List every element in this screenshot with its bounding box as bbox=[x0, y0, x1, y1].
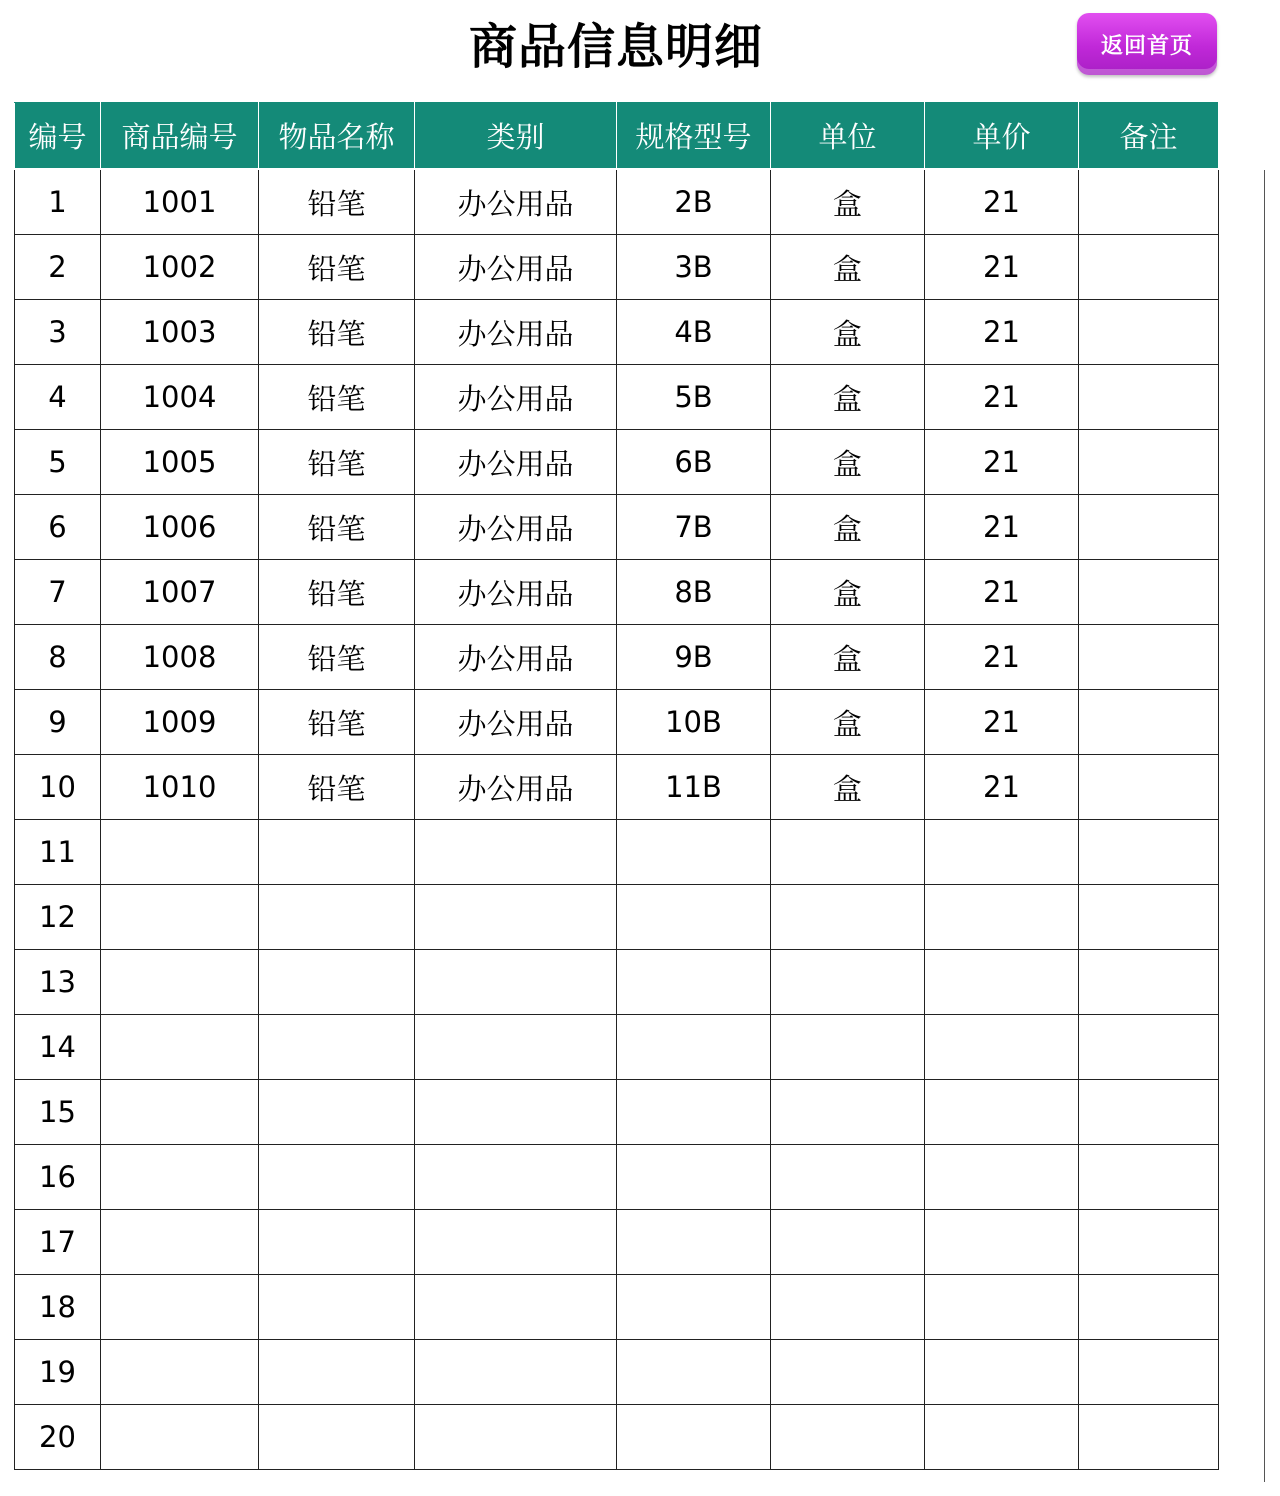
col-header-product-code: 商品编号 bbox=[101, 103, 259, 170]
cell-category[interactable] bbox=[415, 1405, 617, 1470]
cell-no[interactable]: 8 bbox=[15, 625, 101, 690]
col-header-price: 单价 bbox=[925, 103, 1079, 170]
cell-item-name[interactable]: 铅笔 bbox=[259, 690, 415, 755]
cell-product-code[interactable]: 1009 bbox=[101, 690, 259, 755]
cell-price[interactable] bbox=[925, 950, 1079, 1015]
cell-no[interactable]: 19 bbox=[15, 1340, 101, 1405]
table-row bbox=[15, 430, 1219, 495]
cell-item-name[interactable]: 铅笔 bbox=[259, 755, 415, 820]
cell-unit[interactable]: 盒 bbox=[771, 169, 925, 235]
cell-spec[interactable] bbox=[617, 1145, 771, 1210]
table-row bbox=[15, 560, 1219, 625]
table-row bbox=[15, 1145, 1219, 1210]
cell-no[interactable]: 5 bbox=[15, 430, 101, 495]
cell-no[interactable]: 9 bbox=[15, 690, 101, 755]
cell-unit[interactable] bbox=[771, 1340, 925, 1405]
cell-unit[interactable] bbox=[771, 1015, 925, 1080]
table-row bbox=[15, 755, 1219, 820]
cell-price[interactable] bbox=[925, 885, 1079, 950]
cell-unit[interactable] bbox=[771, 1080, 925, 1145]
cell-unit[interactable] bbox=[771, 885, 925, 950]
cell-no[interactable]: 2 bbox=[15, 235, 101, 300]
cell-product-code[interactable]: 1005 bbox=[101, 430, 259, 495]
cell-spec[interactable]: 4B bbox=[617, 300, 771, 365]
cell-product-code[interactable] bbox=[101, 950, 259, 1015]
cell-product-code[interactable]: 1001 bbox=[101, 169, 259, 235]
cell-item-name[interactable]: 铅笔 bbox=[259, 430, 415, 495]
cell-unit[interactable]: 盒 bbox=[771, 495, 925, 560]
cell-no[interactable]: 12 bbox=[15, 885, 101, 950]
cell-price[interactable] bbox=[925, 1080, 1079, 1145]
product-table bbox=[14, 102, 1219, 1470]
table-row bbox=[15, 365, 1219, 430]
table-row bbox=[15, 300, 1219, 365]
cell-spec[interactable] bbox=[617, 1405, 771, 1470]
cell-category[interactable]: 办公用品 bbox=[415, 430, 617, 495]
cell-spec[interactable]: 3B bbox=[617, 235, 771, 300]
cell-item-name[interactable]: 铅笔 bbox=[259, 300, 415, 365]
cell-price[interactable]: 21 bbox=[925, 755, 1079, 820]
cell-category[interactable] bbox=[415, 1275, 617, 1340]
cell-product-code[interactable]: 1002 bbox=[101, 235, 259, 300]
cell-product-code[interactable] bbox=[101, 820, 259, 885]
cell-item-name[interactable] bbox=[259, 1080, 415, 1145]
cell-remark[interactable] bbox=[1079, 365, 1219, 430]
cell-remark[interactable] bbox=[1079, 560, 1219, 625]
cell-unit[interactable]: 盒 bbox=[771, 690, 925, 755]
table-row bbox=[15, 1080, 1219, 1145]
cell-remark[interactable] bbox=[1079, 1210, 1219, 1275]
cell-spec[interactable] bbox=[617, 1275, 771, 1340]
cell-item-name[interactable] bbox=[259, 1340, 415, 1405]
cell-remark[interactable] bbox=[1079, 235, 1219, 300]
cell-product-code[interactable] bbox=[101, 1015, 259, 1080]
cell-price[interactable] bbox=[925, 1145, 1079, 1210]
cell-product-code[interactable] bbox=[101, 885, 259, 950]
cell-remark[interactable] bbox=[1079, 820, 1219, 885]
cell-price[interactable]: 21 bbox=[925, 560, 1079, 625]
cell-unit[interactable] bbox=[771, 1405, 925, 1470]
cell-remark[interactable] bbox=[1079, 1340, 1219, 1405]
cell-remark[interactable] bbox=[1079, 755, 1219, 820]
cell-price[interactable]: 21 bbox=[925, 235, 1079, 300]
cell-item-name[interactable] bbox=[259, 1015, 415, 1080]
cell-category[interactable]: 办公用品 bbox=[415, 755, 617, 820]
cell-item-name[interactable] bbox=[259, 1405, 415, 1470]
cell-category[interactable]: 办公用品 bbox=[415, 169, 617, 235]
table-row bbox=[15, 495, 1219, 560]
cell-category[interactable]: 办公用品 bbox=[415, 235, 617, 300]
cell-remark[interactable] bbox=[1079, 885, 1219, 950]
cell-remark[interactable] bbox=[1079, 300, 1219, 365]
cell-product-code[interactable] bbox=[101, 1340, 259, 1405]
cell-unit[interactable]: 盒 bbox=[771, 625, 925, 690]
cell-no[interactable]: 15 bbox=[15, 1080, 101, 1145]
cell-product-code[interactable] bbox=[101, 1405, 259, 1470]
cell-category[interactable] bbox=[415, 1210, 617, 1275]
cell-item-name[interactable]: 铅笔 bbox=[259, 625, 415, 690]
cell-unit[interactable]: 盒 bbox=[771, 235, 925, 300]
table-row bbox=[15, 950, 1219, 1015]
cell-price[interactable] bbox=[925, 1275, 1079, 1340]
cell-category[interactable]: 办公用品 bbox=[415, 625, 617, 690]
cell-no[interactable]: 13 bbox=[15, 950, 101, 1015]
table-header-row bbox=[15, 103, 1219, 170]
cell-remark[interactable] bbox=[1079, 169, 1219, 235]
cell-product-code[interactable] bbox=[101, 1210, 259, 1275]
cell-spec[interactable] bbox=[617, 820, 771, 885]
cell-remark[interactable] bbox=[1079, 625, 1219, 690]
cell-unit[interactable] bbox=[771, 950, 925, 1015]
cell-remark[interactable] bbox=[1079, 690, 1219, 755]
table-row bbox=[15, 1210, 1219, 1275]
cell-spec[interactable]: 6B bbox=[617, 430, 771, 495]
cell-remark[interactable] bbox=[1079, 1405, 1219, 1470]
cell-price[interactable] bbox=[925, 1405, 1079, 1470]
cell-category[interactable] bbox=[415, 1145, 617, 1210]
cell-price[interactable]: 21 bbox=[925, 690, 1079, 755]
cell-item-name[interactable] bbox=[259, 1145, 415, 1210]
cell-price[interactable]: 21 bbox=[925, 169, 1079, 235]
cell-no[interactable]: 4 bbox=[15, 365, 101, 430]
cell-no[interactable]: 7 bbox=[15, 560, 101, 625]
cell-no[interactable]: 17 bbox=[15, 1210, 101, 1275]
cell-remark[interactable] bbox=[1079, 430, 1219, 495]
col-header-spec: 规格型号 bbox=[617, 103, 771, 170]
cell-item-name[interactable]: 铅笔 bbox=[259, 169, 415, 235]
cell-no[interactable]: 1 bbox=[15, 169, 101, 235]
table-row bbox=[15, 625, 1219, 690]
cell-item-name[interactable]: 铅笔 bbox=[259, 235, 415, 300]
cell-spec[interactable]: 10B bbox=[617, 690, 771, 755]
cell-category[interactable]: 办公用品 bbox=[415, 690, 617, 755]
cell-price[interactable]: 21 bbox=[925, 300, 1079, 365]
cell-unit[interactable]: 盒 bbox=[771, 755, 925, 820]
cell-spec[interactable]: 11B bbox=[617, 755, 771, 820]
cell-spec[interactable] bbox=[617, 950, 771, 1015]
cell-category[interactable]: 办公用品 bbox=[415, 560, 617, 625]
cell-item-name[interactable] bbox=[259, 950, 415, 1015]
cell-product-code[interactable] bbox=[101, 1080, 259, 1145]
cell-item-name[interactable]: 铅笔 bbox=[259, 495, 415, 560]
cell-no[interactable]: 18 bbox=[15, 1275, 101, 1340]
cell-spec[interactable]: 9B bbox=[617, 625, 771, 690]
col-header-no: 编号 bbox=[15, 103, 101, 170]
cell-remark[interactable] bbox=[1079, 1080, 1219, 1145]
cell-price[interactable]: 21 bbox=[925, 495, 1079, 560]
cell-unit[interactable]: 盒 bbox=[771, 365, 925, 430]
cell-category[interactable] bbox=[415, 1340, 617, 1405]
cell-product-code[interactable]: 1008 bbox=[101, 625, 259, 690]
cell-product-code[interactable] bbox=[101, 1145, 259, 1210]
cell-category[interactable]: 办公用品 bbox=[415, 495, 617, 560]
cell-item-name[interactable] bbox=[259, 820, 415, 885]
cell-product-code[interactable]: 1010 bbox=[101, 755, 259, 820]
cell-category[interactable]: 办公用品 bbox=[415, 300, 617, 365]
col-header-category: 类别 bbox=[415, 103, 617, 170]
col-header-item-name: 物品名称 bbox=[259, 103, 415, 170]
table-row bbox=[15, 235, 1219, 300]
cell-remark[interactable] bbox=[1079, 495, 1219, 560]
cell-no[interactable]: 3 bbox=[15, 300, 101, 365]
cell-remark[interactable] bbox=[1079, 1015, 1219, 1080]
cell-no[interactable]: 20 bbox=[15, 1405, 101, 1470]
cell-spec[interactable] bbox=[617, 1015, 771, 1080]
cell-spec[interactable]: 5B bbox=[617, 365, 771, 430]
table-row bbox=[15, 1015, 1219, 1080]
table-row bbox=[15, 885, 1219, 950]
table-row bbox=[15, 690, 1219, 755]
cell-unit[interactable]: 盒 bbox=[771, 430, 925, 495]
table-row bbox=[15, 1340, 1219, 1405]
cell-price[interactable]: 21 bbox=[925, 625, 1079, 690]
cell-category[interactable] bbox=[415, 885, 617, 950]
col-header-unit: 单位 bbox=[771, 103, 925, 170]
cell-remark[interactable] bbox=[1079, 1145, 1219, 1210]
cell-spec[interactable] bbox=[617, 1080, 771, 1145]
cell-unit[interactable] bbox=[771, 1210, 925, 1275]
cell-unit[interactable]: 盒 bbox=[771, 300, 925, 365]
cell-item-name[interactable]: 铅笔 bbox=[259, 560, 415, 625]
cell-price[interactable] bbox=[925, 1340, 1079, 1405]
table-row bbox=[15, 1275, 1219, 1340]
cell-spec[interactable] bbox=[617, 885, 771, 950]
cell-spec[interactable] bbox=[617, 1340, 771, 1405]
cell-no[interactable]: 11 bbox=[15, 820, 101, 885]
cell-no[interactable]: 16 bbox=[15, 1145, 101, 1210]
table-body bbox=[15, 169, 1219, 1470]
cell-unit[interactable] bbox=[771, 1275, 925, 1340]
col-header-remark: 备注 bbox=[1079, 103, 1219, 170]
cell-category[interactable] bbox=[415, 950, 617, 1015]
cell-unit[interactable] bbox=[771, 1145, 925, 1210]
page-title: 商品信息明细 bbox=[468, 19, 763, 75]
home-button[interactable]: 返回首页 bbox=[1077, 13, 1217, 75]
cell-price[interactable]: 21 bbox=[925, 365, 1079, 430]
cell-remark[interactable] bbox=[1079, 1275, 1219, 1340]
cell-unit[interactable] bbox=[771, 820, 925, 885]
cell-category[interactable] bbox=[415, 820, 617, 885]
table-row bbox=[15, 1405, 1219, 1470]
cell-item-name[interactable]: 铅笔 bbox=[259, 365, 415, 430]
cell-spec[interactable] bbox=[617, 1210, 771, 1275]
cell-category[interactable]: 办公用品 bbox=[415, 365, 617, 430]
cell-category[interactable] bbox=[415, 1015, 617, 1080]
cell-product-code[interactable] bbox=[101, 1275, 259, 1340]
cell-no[interactable]: 10 bbox=[15, 755, 101, 820]
cell-spec[interactable]: 2B bbox=[617, 169, 771, 235]
cell-no[interactable]: 14 bbox=[15, 1015, 101, 1080]
sheet-right-border bbox=[1264, 170, 1265, 1482]
cell-no[interactable]: 6 bbox=[15, 495, 101, 560]
cell-unit[interactable]: 盒 bbox=[771, 560, 925, 625]
cell-item-name[interactable] bbox=[259, 1210, 415, 1275]
cell-price[interactable]: 21 bbox=[925, 430, 1079, 495]
cell-spec[interactable]: 7B bbox=[617, 495, 771, 560]
cell-spec[interactable]: 8B bbox=[617, 560, 771, 625]
cell-price[interactable] bbox=[925, 1210, 1079, 1275]
cell-product-code[interactable]: 1003 bbox=[101, 300, 259, 365]
cell-price[interactable] bbox=[925, 820, 1079, 885]
table-row bbox=[15, 820, 1219, 885]
cell-item-name[interactable] bbox=[259, 885, 415, 950]
cell-category[interactable] bbox=[415, 1080, 617, 1145]
cell-product-code[interactable]: 1006 bbox=[101, 495, 259, 560]
table-row bbox=[15, 169, 1219, 235]
cell-price[interactable] bbox=[925, 1015, 1079, 1080]
cell-remark[interactable] bbox=[1079, 950, 1219, 1015]
cell-product-code[interactable]: 1004 bbox=[101, 365, 259, 430]
cell-item-name[interactable] bbox=[259, 1275, 415, 1340]
cell-product-code[interactable]: 1007 bbox=[101, 560, 259, 625]
